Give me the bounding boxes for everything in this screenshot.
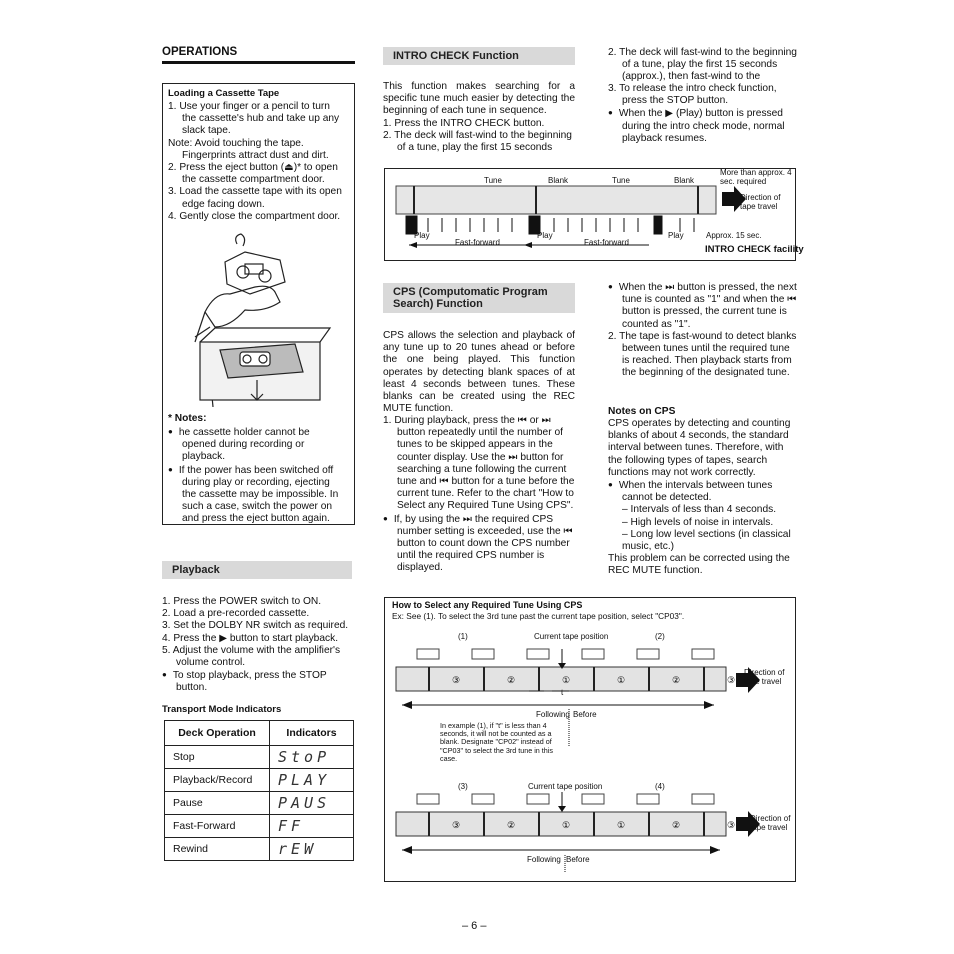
label-blank: Blank <box>548 176 569 185</box>
tune-number-icon: ③ <box>726 675 736 685</box>
indicator: rEW <box>270 838 354 861</box>
tune-number-icon: ② <box>671 675 681 685</box>
playback-steps <box>162 596 355 695</box>
label-following: Following <box>527 855 561 864</box>
cps-step: 1. During playback, press the ⏮ or ⏭ button repeatedly until the number of tunes to be skipped appears in the counter display. Use the ⏭ button for searching a tune following the current tune and ⏮ button for a tune before the current tune. Refer to the chart "How to Select any Required Tune Using CPS". <box>383 415 575 512</box>
indicator: PAUS <box>270 792 354 815</box>
playback-step: 5. Adjust the volume with the amplifier's volume control. <box>162 644 341 669</box>
indicator: FF <box>270 815 354 838</box>
title-rule <box>162 61 355 64</box>
tune-number-icon: ③ <box>726 820 736 830</box>
tune-number-icon: ② <box>671 820 681 830</box>
cps-notes-bullet: ● When the intervals between tunes cannot be detected. <box>608 479 798 504</box>
cp-display-icon <box>417 649 439 659</box>
select-subtitle: Ex: See (1). To select the 3rd tune past the current tape position, select "CP03". <box>392 611 685 621</box>
label-blank: Blank <box>674 176 695 185</box>
intro-text: This function makes searching for a specific tune much easier by detecting the beginning of each tune in sequence. <box>383 81 575 117</box>
note-item: ● If the power has been switched off during play or recording, ejecting the cassette may be impossible. In such a case, switch the power on and press the eject button again. <box>168 464 346 526</box>
label-direction: Direction of tape travel <box>750 814 791 832</box>
label-current: Current tape position <box>534 632 609 641</box>
page-number: – 6 – <box>462 920 487 932</box>
intro-tick-dense <box>409 216 411 234</box>
tune-number-icon: ② <box>506 820 516 830</box>
cp-display-icon <box>472 649 494 659</box>
note-item: ● he cassette holder cannot be opened during recording or playback. <box>168 426 346 464</box>
label-play: Play <box>414 231 430 240</box>
playback-step: 1. Press the POWER switch to ON. <box>162 596 322 607</box>
tune-number-icon: ① <box>561 675 571 685</box>
loading-step: 4. Gently close the compartment door. <box>168 210 341 222</box>
cps-heading-line: CPS (Computomatic Program <box>393 286 548 298</box>
cp-display-icon <box>692 649 714 659</box>
loading-note: Note: Avoid touching the tape. Fingerprints attract dust and dirt. <box>168 137 329 161</box>
cp-display-icon <box>527 649 549 659</box>
notes-title: * Notes: <box>168 413 207 424</box>
cps-text: CPS allows the selection and playback of any tune up to 20 tunes ahead or before the one being played. This function operates by detecting blank spaces of at least 4 seconds between tunes. These blanks can be created using the REC MUTE function. <box>383 330 575 415</box>
table-header: Indicators <box>270 721 354 746</box>
loading-step: 2. Press the eject button (⏏)* to open the cassette compartment door. <box>168 162 338 186</box>
cp-display-icon <box>637 794 659 804</box>
notes-list <box>168 426 346 526</box>
cassette-illustration <box>185 232 335 407</box>
intro-step-cont <box>608 47 798 83</box>
label-tune: Tune <box>484 176 502 185</box>
cp-display-icon <box>582 649 604 659</box>
cps-dash-list <box>608 504 798 553</box>
label-current: Current tape position <box>528 782 603 791</box>
label-play: Play <box>537 231 553 240</box>
cps-notes-title: Notes on CPS <box>608 406 676 417</box>
label-ff: Fast-forward <box>584 238 629 247</box>
cps-notes <box>608 418 798 578</box>
select-example: In example (1), if "t" is less than 4 seconds, it will not be counted as a blank. Designate "CP02" instead of "CP03" to select the 3rd tune in this case. <box>440 721 553 763</box>
tune-number-icon: ③ <box>451 675 461 685</box>
cps-dash: – High levels of noise in intervals. <box>622 516 774 528</box>
playback-step: 3. Set the DOLBY NR switch as required. <box>162 620 349 632</box>
intro-caption: INTRO CHECK facility <box>705 244 804 255</box>
tune-number-icon: ② <box>506 675 516 685</box>
label-n1: (1) <box>458 632 468 641</box>
cp-display-icon <box>582 794 604 804</box>
label-more-than: More than approx. 4 sec. required <box>720 168 792 186</box>
label-tune: Tune <box>612 176 630 185</box>
deck-operation: Stop <box>165 746 270 769</box>
loading-title: Loading a Cassette Tape <box>168 88 280 99</box>
intro-step: 1. Press the INTRO CHECK button. <box>383 118 545 129</box>
transport-title: Transport Mode Indicators <box>162 704 282 715</box>
label-before: Before <box>573 710 597 719</box>
playback-step: 4. Press the ▶ button to start playback. <box>162 632 339 644</box>
intro-step: 2. The deck will fast-wind to the beginning of a tune, play the first 15 seconds <box>383 130 572 154</box>
label-n4: (4) <box>655 782 665 791</box>
cps-right <box>608 281 798 380</box>
table-row <box>165 815 354 838</box>
cps-bullet: ● If, by using the ⏭ the required CPS number setting is exceeded, use the ⏮ button to count down the CPS number until the required CPS number is displayed. <box>383 513 575 575</box>
intro-step: 3. To release the intro check function, press the STOP button. <box>608 83 777 107</box>
loading-steps <box>168 101 346 223</box>
tune-number-icon: ① <box>561 820 571 830</box>
label-t: t <box>561 688 564 697</box>
tune-number-icon: ① <box>616 675 626 685</box>
label-n3: (3) <box>458 782 468 791</box>
table-row <box>165 746 354 769</box>
table-row <box>165 769 354 792</box>
deck-operation: Rewind <box>165 838 270 861</box>
loading-step: 3. Load the cassette tape with its open edge facing down. <box>168 186 342 210</box>
loading-step: 1. Use your finger or a pencil to turn the cassette's hub and take up any slack tape. <box>168 101 340 137</box>
cp-display-icon <box>417 794 439 804</box>
cp-display-icon <box>637 649 659 659</box>
deck-operation: Pause <box>165 792 270 815</box>
intro-tick-dense <box>660 216 662 234</box>
label-direction: Direction of tape travel <box>744 668 785 686</box>
tune-number-icon: ③ <box>451 820 461 830</box>
cps-step: 2. The tape is fast-wound to detect blanks between tunes until the required tune is reached. Then playback starts from the beginning of the designated tune. <box>608 330 797 379</box>
playback-stop-note: ● To stop playback, press the STOP button. <box>162 669 355 694</box>
label-following: Following <box>536 710 570 719</box>
table-row <box>165 838 354 861</box>
deck-operation: Fast-Forward <box>165 815 270 838</box>
cp-display-icon <box>527 794 549 804</box>
cps-notes-text: CPS operates by detecting and counting blanks of about 4 seconds, the standard interval between tunes. Therefore, with the following types of tapes, search functions may not work correctly. <box>608 418 791 478</box>
transport-table <box>164 720 354 861</box>
cps-heading <box>383 283 575 313</box>
cps-dash: – Intervals of less than 4 seconds. <box>622 504 777 516</box>
intro-heading: INTRO CHECK Function <box>383 47 575 65</box>
cps-steps <box>383 415 575 575</box>
label-play: Play <box>668 231 684 240</box>
select-title: How to Select any Required Tune Using CPS <box>392 600 583 610</box>
indicator: StoP <box>270 746 354 769</box>
label-n2: (2) <box>655 632 665 641</box>
cps-bullet: ● When the ⏭ button is pressed, the next tune is counted as "1" and when the ⏮ button is pressed, the current tune is counted as "1". <box>608 281 798 331</box>
tune-number-icon: ① <box>616 820 626 830</box>
cp-display-icon <box>472 794 494 804</box>
cps-dash: – Long low level sections (in classical music, etc.) <box>622 528 791 553</box>
deck-operation: Playback/Record <box>165 769 270 792</box>
playback-heading: Playback <box>162 561 352 579</box>
cps-heading-line: Search) Function <box>393 298 483 310</box>
intro-tick-dense <box>532 216 534 234</box>
intro-steps-b <box>608 47 798 145</box>
intro-tick-dense <box>657 216 659 234</box>
label-ff: Fast-forward <box>455 238 500 247</box>
table-header: Deck Operation <box>165 721 270 746</box>
intro-steps-a <box>383 118 575 130</box>
intro-tick-dense <box>654 216 656 234</box>
table-row <box>165 792 354 815</box>
intro-tick-dense <box>529 216 531 234</box>
label-approx15: Approx. 15 sec. <box>706 231 762 240</box>
intro-bullet: ● When the ▶ (Play) button is pressed during the intro check mode, normal playback resumes. <box>608 107 798 145</box>
operations-title: OPERATIONS <box>162 46 238 58</box>
indicator: PLAY <box>270 769 354 792</box>
intro-tick-dense <box>406 216 408 234</box>
label-before: Before <box>566 855 590 864</box>
intro-step-2 <box>383 130 575 154</box>
label-direction: Direction of tape travel <box>740 193 781 211</box>
cps-closing: This problem can be corrected using the REC MUTE function. <box>608 553 790 577</box>
cp-display-icon <box>692 794 714 804</box>
playback-step: 2. Load a pre-recorded cassette. <box>162 608 310 620</box>
intro-step-tail: 2. The deck will fast-wind to the beginning of a tune, play the first 15 seconds (approx.), then fast-wind to the <box>608 47 797 83</box>
